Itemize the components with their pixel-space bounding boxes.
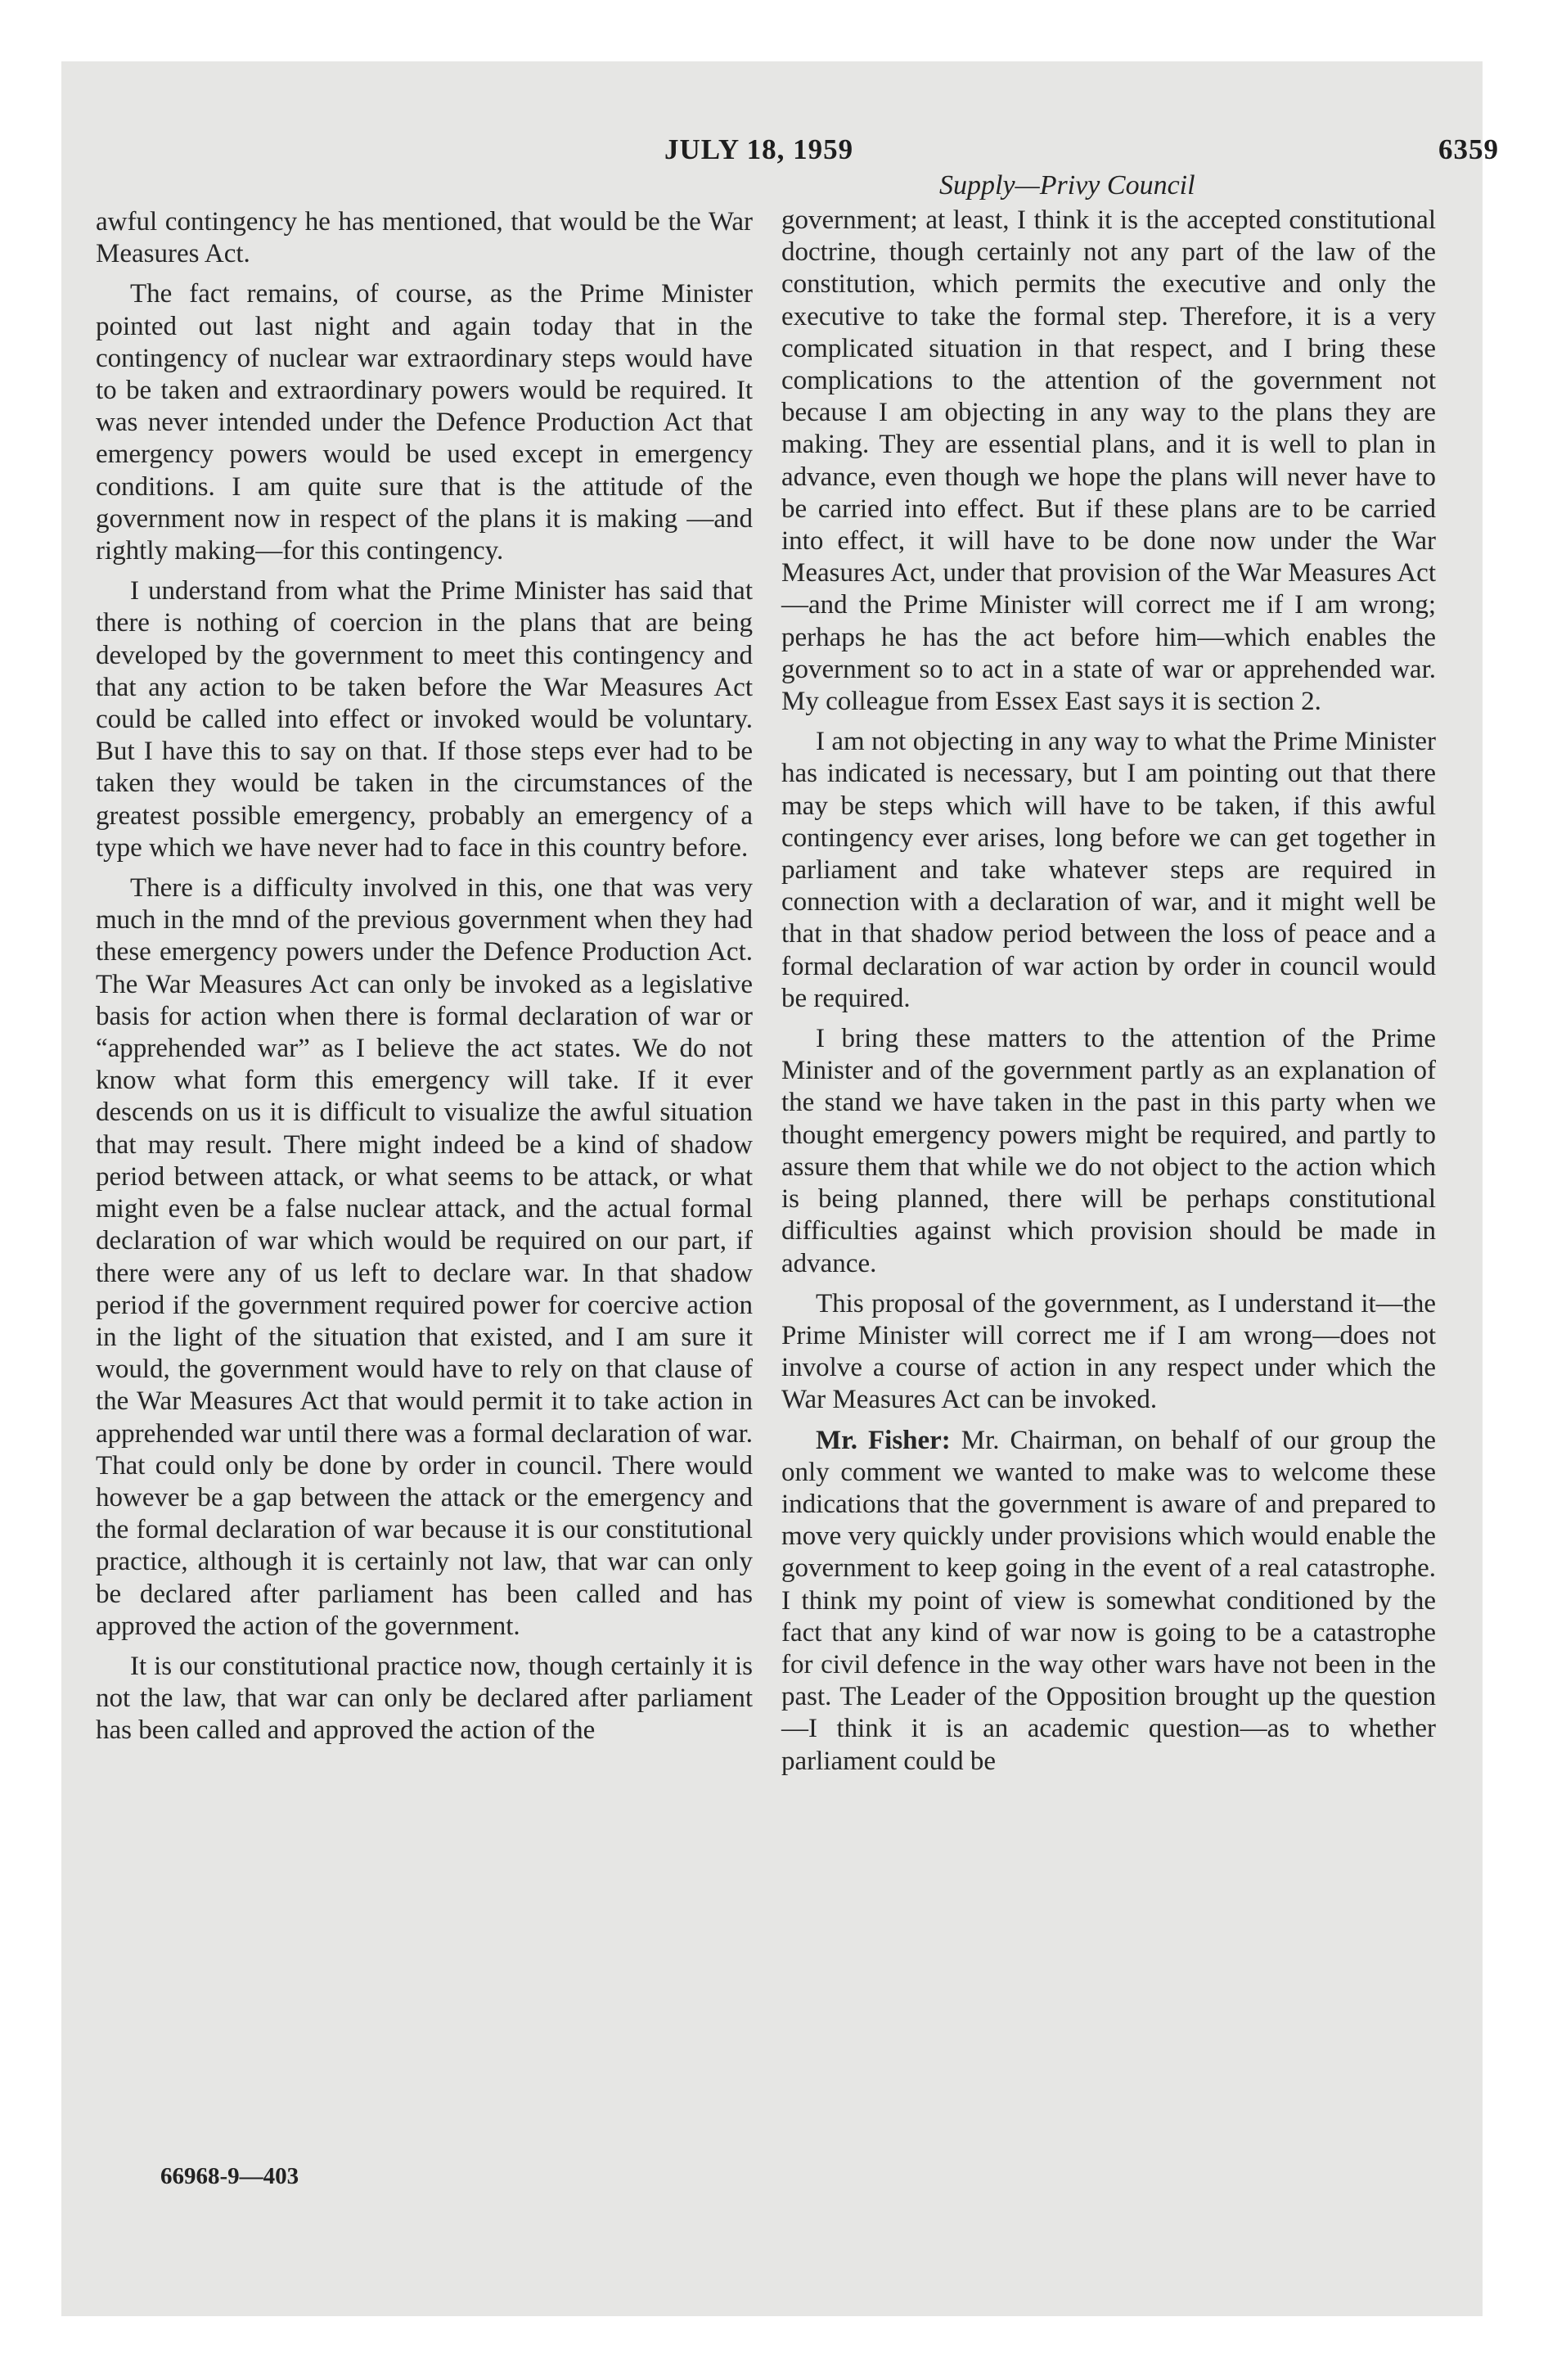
footer-code: 66968-9—403 (160, 2163, 299, 2189)
paragraph: I bring these matters to the attention of the Prime Minister and of the government partly as an explanation of the stand we have taken in the past in this party when we thought emergency powers might be required, and partly to assure them that while we do not object to the action which is being planned, there will be perhaps constitutional difficulties against which provision should be made in advance. (781, 1024, 1436, 1278)
left-column (96, 206, 753, 1756)
paragraph: I understand from what the Prime Minister has said that there is nothing of coercion in the plans that are being developed by the government to meet this contingency and that any action to be taken before the War Measures Act could be called into effect or invoked would be voluntary. But I have this to say on that. If those steps ever had to be taken they would be taken in the circumstances of the greatest possible emergency, probably an emergency of a type which we have never had to face in this country before. (96, 576, 753, 863)
paragraph: It is our constitutional practice now, though certainly it is not the law, that war can only be declared after parliament has been called and approved the action of the (96, 1651, 753, 1746)
paragraph: This proposal of the government, as I understand it—the Prime Minister will correct me if I am wrong—does not involve a course of action in any respect under which the War Measures Act can be invoked. (781, 1288, 1436, 1415)
right-column (781, 205, 1436, 1786)
page-number: 6359 (1438, 133, 1499, 165)
header-date: JULY 18, 1959 (664, 133, 854, 165)
speaker-text: Mr. Chairman, on behalf of our group the only comment we wanted to make was to welcome these indications that the government is aware of and prepared to move very quickly under provisions which would enable the government to keep going in the event of a real catastrophe. I think my point of view is somewhat conditioned by the fact that any kind of war now is going to be a catastrophe for civil defence in the way other wars have not been in the past. The Leader of the Opposition brought up the question—I think it is an academic question—as to whether parliament could be (781, 1425, 1436, 1776)
paragraph: There is a difficulty involved in this, one that was very much in the mnd of the previous government when they had these emergency powers under the Defence Production Act. The War Measures Act can only be invoked as a legislative basis for action when there is formal declaration of war or “apprehended war” as I believe the act states. We do not know what form this emergency will take. If it ever descends on us it is difficult to visualize the awful situation that may result. There might indeed be a kind of shadow period between attack, or what seems to be attack, or what might even be a false nuclear attack, and the actual formal declaration of war which would be required on our part, if there were any of us left to declare war. In that shadow period if the government required power for coercive action in the light of the situation that existed, and I am sure it would, the government would have to rely on that clause of the War Measures Act that would permit it to take action in apprehended war until there was a formal declaration of war. That could only be done by order in council. There would however be a gap between the attack or the emergency and the formal declaration of war because it is our constitutional practice, although it is certainly not law, that war can only be declared after parliament has been called and has approved the action of the government. (96, 873, 753, 1641)
paragraph: government; at least, I think it is the accepted constitutional doctrine, though certainly not any part of the law of the constitution, which permits the executive and only the executive to take the formal step. Therefore, it is a very complicated situation in that respect, and I bring these complications to the attention of the government not because I am objecting in any way to the plans they are making. They are essential plans, and it is well to plan in advance, even though we hope the plans will never have to be carried into effect. But if these plans are to be carried into effect, it will have to be done now under the War Measures Act, under that provision of the War Measures Act—and the Prime Minister will correct me if I am wrong; perhaps he has the act before him—which enables the government so to act in a state of war or apprehended war. My colleague from Essex East says it is section 2. (781, 205, 1436, 717)
paragraph: awful contingency he has mentioned, that would be the War Measures Act. (96, 207, 753, 269)
section-heading: Supply—Privy Council (939, 170, 1195, 201)
speaker-paragraph (781, 1425, 1436, 1778)
paragraph: I am not objecting in any way to what the Prime Minister has indicated is necessary, but I am pointing out that there may be steps which will have to be taken, if this awful contingency ever arises, long before we can get together in parliament and take whatever steps are required in connection with a declaration of war, and it might well be that in that shadow period between the loss of peace and a formal declaration of war action by order in council would be required. (781, 727, 1436, 1013)
paragraph: The fact remains, of course, as the Prime Minister pointed out last night and again today that in the contingency of nuclear war extraordinary steps would have to be taken and extraordinary powers would be required. It was never intended under the Defence Production Act that emergency powers would be used except in emergency conditions. I am quite sure that is the attitude of the government now in respect of the plans it is making —and rightly making—for this contingency. (96, 279, 753, 566)
speaker-name: Mr. Fisher: (816, 1425, 951, 1455)
